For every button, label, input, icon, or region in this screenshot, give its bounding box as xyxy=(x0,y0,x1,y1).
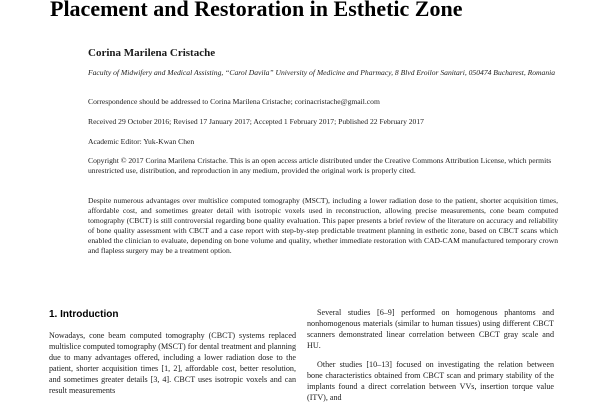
author-name: Corina Marilena Cristache xyxy=(88,47,216,59)
copyright-notice: Copyright © 2017 Corina Marilena Cristache. This is an open access article distributed under the Creative Commons Attribution License, which permits unrestricted use, distribution, and reproduction in any medium, provided the original work is properly cited. xyxy=(88,156,552,176)
right-column xyxy=(307,308,554,404)
body-paragraph-1: Several studies [6–9] performed on homogenous phantoms and nonhomogenous materials (similar to human tissues) using different CBCT scanners demonstrated linear correlation between CBCT gray scale and HU. xyxy=(307,308,554,350)
author-affiliation: Faculty of Midwifery and Medical Assisting, “Carol Davila” University of Medicine and Pharmacy, 8 Blvd Eroilor Sanitari, 050474 Bucharest, Romania xyxy=(88,68,556,77)
intro-paragraph: Nowadays, cone beam computed tomography (CBCT) systems replaced multislice computed tomography (MSCT) for dental treatment and planning due to many advantages offered, including a lower radiation dose to the patient, shorter acquisition times [1, 2], affordable cost, better resolution, and sometimes greater details [3, 4]. CBCT uses isotropic voxels and can result measurements xyxy=(49,331,296,395)
left-column xyxy=(49,308,296,396)
paper-title: Placement and Restoration in Esthetic Zone xyxy=(50,0,463,21)
academic-editor: Academic Editor: Yuk-Kwan Chen xyxy=(88,137,195,146)
body-paragraph-2: Other studies [10–13] focused on investigating the relation between bone characteristics obtained from CBCT scan and primary stability of the implants found a direct correlation between VVs, insertion torque value (ITV), and xyxy=(307,360,554,402)
correspondence-line: Correspondence should be addressed to Corina Marilena Cristache; corinacristache@gmail.com xyxy=(88,97,380,106)
publication-dates: Received 29 October 2016; Revised 17 January 2017; Accepted 1 February 2017; Published 22 February 2017 xyxy=(88,117,424,126)
section-heading-introduction: 1. Introduction xyxy=(49,309,119,320)
abstract: Despite numerous advantages over multislice computed tomography (MSCT), including a lower radiation dose to the patient, shorter acquisition times, affordable cost, and sometimes greater detail with isotropic voxels used in reconstruction, allowing precise measurements, cone beam computed tomography (CBCT) is still controversial regarding bone quality evaluation. This paper presents a brief review of the literature on accuracy and reliability of bone quality assessment with CBCT and a case report with step-by-step predictable treatment planning in esthetic zone, based on CBCT scans which enabled the clinician to evaluate, depending on bone volume and quality, whether immediate restoration with CAD-CAM manufactured temporary crown and flapless surgery may be a treatment option. xyxy=(88,196,558,256)
